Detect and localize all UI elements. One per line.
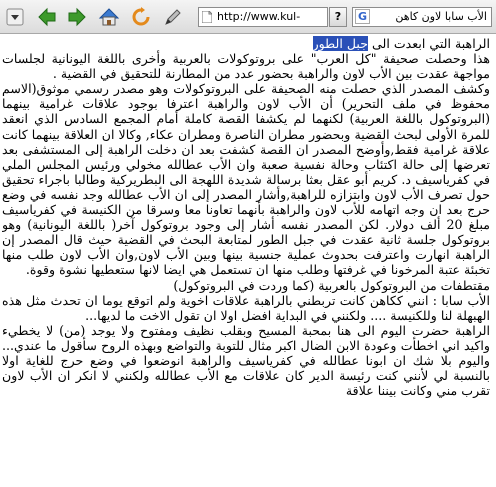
article-paragraph-4: مقتطفات من البروتوكول بالعربية (كما وردت في البروتوكول) bbox=[173, 277, 490, 293]
browser-toolbar bbox=[0, 0, 496, 34]
page-content bbox=[2, 36, 492, 487]
search-query-text: الأب سابا لاون كاهن bbox=[395, 10, 487, 23]
home-icon[interactable] bbox=[98, 6, 120, 28]
search-field[interactable] bbox=[352, 7, 492, 27]
back-arrow-icon[interactable] bbox=[36, 6, 58, 28]
page-icon bbox=[202, 11, 212, 23]
refresh-icon[interactable] bbox=[130, 6, 152, 28]
dropdown-menu-icon[interactable] bbox=[4, 6, 26, 28]
search-engine-icon[interactable]: G bbox=[355, 9, 370, 24]
article-paragraph-2: هذا وحصلت صحيفة "كل العرب" على بروتوكولات بالعربية وأخرى باللغة اليونانية لجلسات مواجهة عقدت بين الأب لاون والراهبة بحضور عدد من المطارنة للتحقيق في القضية . bbox=[2, 51, 490, 82]
article-body bbox=[2, 36, 492, 398]
article-paragraph-1 bbox=[2, 36, 490, 51]
edit-pencil-icon[interactable] bbox=[162, 6, 184, 28]
address-bar[interactable] bbox=[198, 7, 328, 27]
address-dropdown-button[interactable]: ? bbox=[329, 7, 347, 27]
article-paragraph-6: الراهبة حضرت اليوم الى هنا بمحبة المسيح وبقلب نظيف ومفتوح ولا يوجد (من) لا يخطيء واكيد اني اخطأت وعودة الابن الضال اكبر مثال للتوبة والتواضع وبهذه الروح سأقول ما عندي... واليوم بلا شك ان ابونا عطالله في كفرياسيف والراهبة انوضعوا في وضع حرج للغاية اولا بالنسبة لي لأنني كنت رئيسة الدير كان علاقات مع الأب عطالله ولكنني لا انكر ان الأب لاون تقرب مني وكانت بيننا علاقة bbox=[2, 322, 490, 399]
selected-text-highlight[interactable]: جبل الطور bbox=[312, 36, 368, 51]
article-paragraph-5: الأب سابا : انني ككاهن كانت تربطني بالراهبة علاقات اخوية ولم اتوقع يوما ان تحدث مثل هذه الهبهلة لنا وللكنيسة .... ولكنني في البداية افضل اولا ان تقول الاخت ما لديها... bbox=[2, 292, 490, 323]
paragraph-1-text: الراهبة التي ابعدت الى bbox=[367, 36, 490, 51]
article-paragraph-3: وكشف المصدر الذي حصلت منه الصحيفة على البروتوكولات وهو مصدر رسمي موثوق(الاسم محفوظ في ملف التحرير) أن الأب لاون والراهبة اعترفا بوجود علاقات غرامية بينهما (البروتوكول باللغة العربية) لكنهما لم يكشفا القصة كاملة أمام المجمع السادس الذي انعقد للمرة الأولى لبحث القضية وبحضور مطران الناصرة ومطران عكاء, وكالا ان العلاقة بينهما كانت علاقة غرامية فقط,وأوضح المصدر ان القصة كشفت بعد ان دخلت الراهبة إلى المستشفى بعد تعرضها إلى حالة اكتئاب وحالة نفسية صعبة وان الأب عطالله مخولي ورئيس المجلس الملي في كفرياسيف د. كريم أبو عقل بعثا برسالة شديدة اللهجة الى البطريركية وطالبا باجراء تحقيق حول تصرف الأب لاون وابتزازه للراهبة,وأشار المصدر إلى ان الأب عطالله وجد نفسه في وضع حرج بعد ان وجه اتهامه للأب لاون والراهبة بأنهما تعاونا معا وسرقا من الكنيسة في كفرياسيف مبلغ 20 ألف دولار. لكن المصدر نفسه أشار إلى وجود بروتوكول آخر( باللغة اليونانية) وهو بروتوكول جلسة ثانية عقدت في جبل الطور لمتابعة البحث في القضية حيث قال المصدر إن الراهبة انهارت واعترفت بحدوث عملية جنسية بينها وبين الأب لاون,وان الأب لاون طلب منها تخبئة عتبة المرخونا في غرفتها وطلب منها ان تستعمل هي ايضا لانها ستعطيها نشوة وقوة. bbox=[2, 81, 490, 278]
forward-arrow-icon[interactable] bbox=[66, 6, 88, 28]
url-text: http://www.kul- bbox=[217, 10, 301, 23]
